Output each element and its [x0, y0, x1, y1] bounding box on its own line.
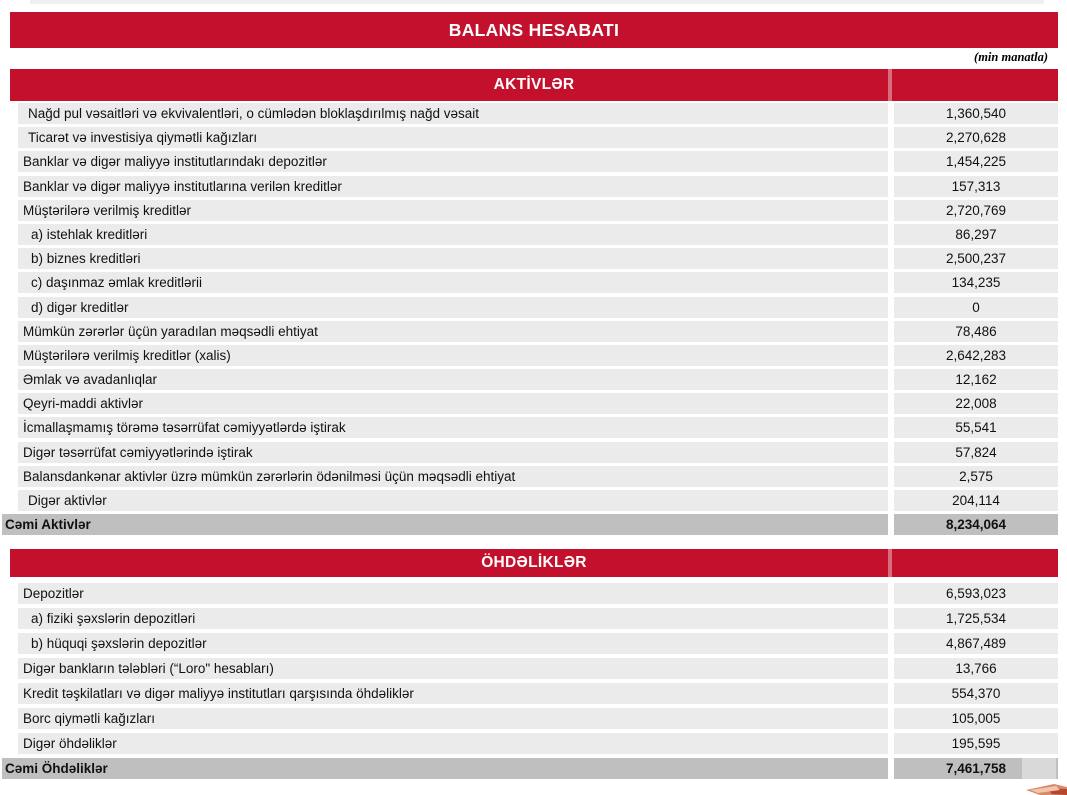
row-value: 78,486 [894, 321, 1058, 342]
table-row [10, 200, 1058, 221]
row-value: 2,575 [894, 466, 1058, 487]
row-value: 2,270,628 [894, 127, 1058, 148]
table-row [10, 393, 1058, 414]
table-row [10, 248, 1058, 269]
row-label: Borc qiymətli kağızları [18, 708, 888, 729]
section-header-label: AKTİVLƏR [493, 76, 575, 93]
table-row [10, 369, 1058, 390]
section-rows [5, 103, 1058, 535]
section-rows [5, 583, 1058, 779]
table-row [10, 297, 1058, 318]
row-value: 7,461,758 [894, 758, 1058, 779]
row-value: 204,114 [894, 490, 1058, 511]
row-label: Ticarət və investisiya qiymətli kağızları [18, 127, 888, 148]
report-title: BALANS HESABATI [448, 19, 620, 40]
row-value: 1,454,225 [894, 151, 1058, 172]
row-label: a) fiziki şəxslərin depozitləri [18, 608, 888, 629]
section-header-ohdelikler [10, 549, 1058, 577]
table-row [10, 733, 1058, 754]
row-label: Banklar və digər maliyyə institutlarındakı depozitlər [18, 151, 888, 172]
table-row [10, 272, 1058, 293]
row-label: Digər bankların tələbləri (“Loro" hesabları) [18, 658, 888, 679]
row-value: 2,500,237 [894, 248, 1058, 269]
column-divider [888, 549, 892, 577]
row-label: Cəmi Öhdəliklər [2, 758, 888, 779]
section-ohdelikler [5, 549, 1058, 776]
row-label: b) hüquqi şəxslərin depozitlər [18, 633, 888, 654]
scan-edge-artifact [30, 0, 1044, 4]
table-row [10, 127, 1058, 148]
table-row [10, 417, 1058, 438]
row-value: 1,725,534 [894, 608, 1058, 629]
table-row [10, 151, 1058, 172]
row-value: 55,541 [894, 417, 1058, 438]
table-row [10, 224, 1058, 245]
corner-arrow-graphic [1026, 784, 1067, 795]
row-label: b) biznes kreditləri [18, 248, 888, 269]
table-row [10, 708, 1058, 729]
row-label: d) digər kreditlər [18, 297, 888, 318]
row-value: 13,766 [894, 658, 1058, 679]
row-value: 105,005 [894, 708, 1058, 729]
section-header-aktivler [10, 69, 1058, 101]
row-label: Qeyri-maddi aktivlər [18, 393, 888, 414]
report-title-bar [10, 12, 1058, 48]
row-label: Digər təsərrüfat cəmiyyətlərində iştirak [18, 442, 888, 463]
section-aktivler [5, 69, 1058, 533]
table-row [10, 466, 1058, 487]
row-value: 195,595 [894, 733, 1058, 754]
row-label: Müştərilərə verilmiş kreditlər [18, 200, 888, 221]
row-value: 86,297 [894, 224, 1058, 245]
row-value: 2,720,769 [894, 200, 1058, 221]
table-row [10, 683, 1058, 704]
table-row [10, 345, 1058, 366]
table-row [10, 490, 1058, 511]
row-value: 157,313 [894, 176, 1058, 197]
row-label: Kredit təşkilatları və digər maliyyə institutları qarşısında öhdəliklər [18, 683, 888, 704]
row-value: 8,234,064 [894, 514, 1058, 535]
table-row [10, 103, 1058, 124]
row-value: 0 [894, 297, 1058, 318]
row-label: Banklar və digər maliyyə institutlarına verilən kreditlər [18, 176, 888, 197]
column-divider [888, 69, 892, 101]
corner-patch [1022, 758, 1056, 779]
row-value: 554,370 [894, 683, 1058, 704]
section-header-label: ÖHDƏLİKLƏR [481, 554, 587, 571]
row-label: Digər öhdəliklər [18, 733, 888, 754]
row-label: Cəmi Aktivlər [2, 514, 888, 535]
table-row [10, 583, 1058, 604]
row-value: 57,824 [894, 442, 1058, 463]
row-value: 12,162 [894, 369, 1058, 390]
row-value: 1,360,540 [894, 103, 1058, 124]
row-value: 134,235 [894, 272, 1058, 293]
table-row [10, 442, 1058, 463]
table-row [10, 633, 1058, 654]
row-label: Əmlak və avadanlıqlar [18, 369, 888, 390]
row-label: İcmallaşmamış törəmə təsərrüfat cəmiyyətlərdə iştirak [18, 417, 888, 438]
table-row [10, 608, 1058, 629]
total-row [2, 758, 1058, 779]
row-label: c) daşınmaz əmlak kreditlərii [18, 272, 888, 293]
row-label: Digər aktivlər [18, 490, 888, 511]
row-label: Balansdankənar aktivlər üzrə mümkün zərərlərin ödənilməsi üçün məqsədli ehtiyat [18, 466, 888, 487]
row-value: 6,593,023 [894, 583, 1058, 604]
total-row [2, 514, 1058, 535]
row-value: 2,642,283 [894, 345, 1058, 366]
row-label: Müştərilərə verilmiş kreditlər (xalis) [18, 345, 888, 366]
row-label: Nağd pul vəsaitləri və ekvivalentləri, o cümlədən bloklaşdırılmış nağd vəsait [18, 103, 888, 124]
row-label: a) istehlak kreditləri [18, 224, 888, 245]
row-label: Depozitlər [18, 583, 888, 604]
table-row [10, 321, 1058, 342]
unit-note: (min manatla) [974, 50, 1048, 64]
row-value: 4,867,489 [894, 633, 1058, 654]
table-row [10, 176, 1058, 197]
row-value: 22,008 [894, 393, 1058, 414]
table-row [10, 658, 1058, 679]
row-label: Mümkün zərərlər üçün yaradılan məqsədli ehtiyat [18, 321, 888, 342]
